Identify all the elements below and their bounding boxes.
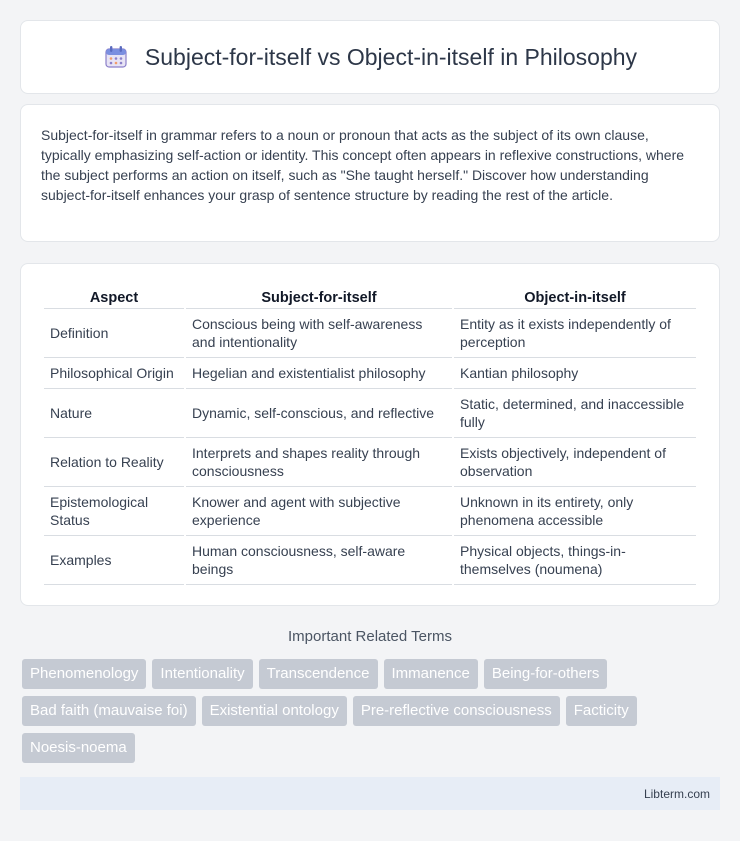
table-cell: Human consciousness, self-aware beings <box>186 536 452 585</box>
related-term-tag[interactable]: Facticity <box>566 696 637 726</box>
table-header-row <box>44 286 696 309</box>
intro-text: Subject-for-itself in grammar refers to a noun or pronoun that acts as the subject of its own clause, typically emphasizing self-action or identity. This concept often appears in reflexive constructions, where the subject performs an action on itself, such as "She taught herself." Discover how understanding subject-for-itself enhances your grasp of sentence structure by reading the rest of the article. <box>41 127 685 203</box>
table-row <box>44 536 696 585</box>
column-header-aspect: Aspect <box>44 286 184 309</box>
comparison-table-card <box>20 263 720 606</box>
table-row <box>44 389 696 438</box>
column-header-subject: Subject-for-itself <box>186 286 452 309</box>
related-term-tag[interactable]: Noesis-noema <box>22 733 135 763</box>
comparison-table <box>42 286 698 585</box>
table-cell: Epistemological Status <box>44 487 184 536</box>
table-row <box>44 358 696 389</box>
related-term-tag[interactable]: Immanence <box>384 659 478 689</box>
table-cell: Knower and agent with subjective experience <box>186 487 452 536</box>
related-term-tag[interactable]: Phenomenology <box>22 659 146 689</box>
header-card <box>20 20 720 94</box>
table-cell: Kantian philosophy <box>454 358 696 389</box>
table-row <box>44 487 696 536</box>
related-term-tag[interactable]: Pre-reflective consciousness <box>353 696 560 726</box>
table-cell: Conscious being with self-awareness and intentionality <box>186 309 452 358</box>
table-cell: Philosophical Origin <box>44 358 184 389</box>
table-cell: Static, determined, and inaccessible fully <box>454 389 696 438</box>
intro-card <box>20 104 720 242</box>
table-cell: Exists objectively, independent of observation <box>454 438 696 487</box>
related-terms-title: Important Related Terms <box>288 628 452 645</box>
related-term-tag[interactable]: Intentionality <box>152 659 252 689</box>
page-title: Subject-for-itself vs Object-in-itself in Philosophy <box>144 43 638 70</box>
table-row <box>44 309 696 358</box>
related-terms-list <box>22 659 722 763</box>
related-term-tag[interactable]: Existential ontology <box>202 696 347 726</box>
table-cell: Interprets and shapes reality through consciousness <box>186 438 452 487</box>
table-cell: Nature <box>44 389 184 438</box>
column-header-object: Object-in-itself <box>454 286 696 309</box>
table-cell: Definition <box>44 309 184 358</box>
table-cell: Physical objects, things-in-themselves (noumena) <box>454 536 696 585</box>
footer-site-link[interactable]: Libterm.com <box>643 787 710 801</box>
table-row <box>44 438 696 487</box>
table-cell: Unknown in its entirety, only phenomena accessible <box>454 487 696 536</box>
table-cell: Examples <box>44 536 184 585</box>
related-term-tag[interactable]: Being-for-others <box>484 659 608 689</box>
table-cell: Hegelian and existentialist philosophy <box>186 358 452 389</box>
table-cell: Dynamic, self-conscious, and reflective <box>186 389 452 438</box>
table-cell: Entity as it exists independently of perception <box>454 309 696 358</box>
related-term-tag[interactable]: Bad faith (mauvaise foi) <box>22 696 196 726</box>
calendar-icon <box>103 44 129 70</box>
related-term-tag[interactable]: Transcendence <box>259 659 378 689</box>
table-cell: Relation to Reality <box>44 438 184 487</box>
footer <box>20 777 720 810</box>
